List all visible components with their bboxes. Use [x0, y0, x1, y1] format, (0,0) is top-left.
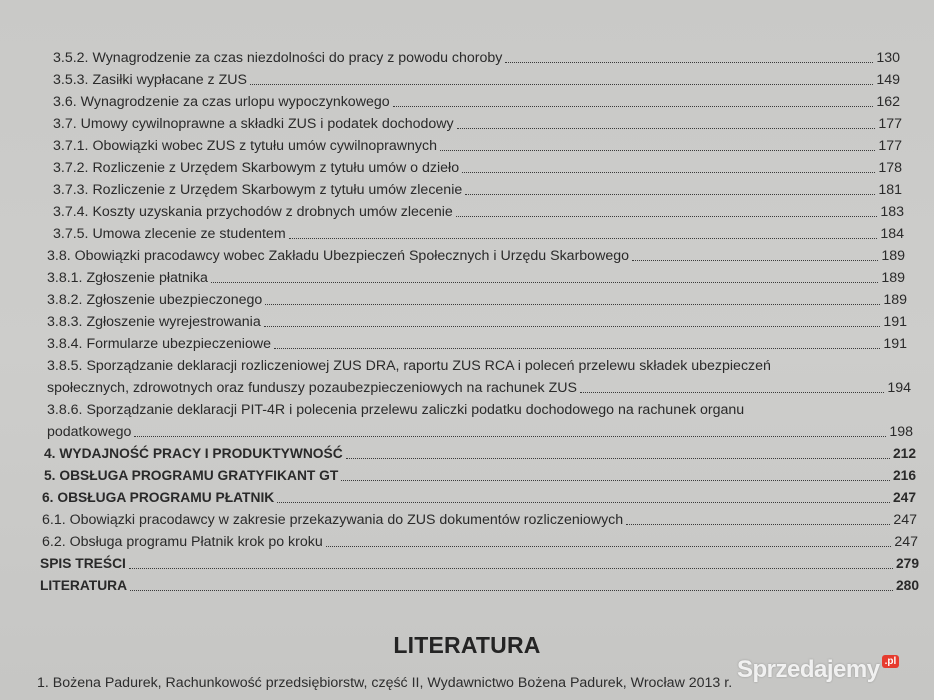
toc-entry-first-line: 3.8.5. Sporządzanie deklaracji rozliczeniowej ZUS DRA, raportu ZUS RCA i poleceń przelewu składek ubezpieczeń — [47, 358, 771, 374]
toc-entry — [42, 506, 917, 528]
toc-entry-label: 3.7. Umowy cywilnoprawne a składki ZUS i podatek dochodowy — [53, 116, 454, 132]
leader-dots — [341, 479, 890, 481]
toc-entry — [53, 44, 900, 66]
toc-entry-label: 3.7.5. Umowa zlecenie ze studentem — [53, 226, 286, 242]
toc-entry-first-line: 3.8.6. Sporządzanie deklaracji PIT-4R i polecenia przelewu zaliczki podatku dochodowego na rachunek organu — [47, 402, 745, 418]
toc-entry — [44, 440, 916, 462]
toc-entry — [47, 330, 907, 352]
toc-entry — [53, 176, 902, 198]
toc-entry — [53, 220, 904, 242]
leader-dots — [393, 105, 874, 107]
leader-dots — [134, 435, 886, 437]
toc-entry-label: SPIS TREŚCI — [40, 556, 126, 571]
toc-entry — [47, 374, 911, 396]
toc-entry — [47, 308, 907, 330]
toc-entry — [53, 110, 902, 132]
toc-entry — [40, 550, 919, 572]
toc-entry-page: 184 — [880, 226, 904, 242]
toc-entry — [42, 484, 916, 506]
toc-entry-page: 279 — [895, 556, 919, 571]
toc-entry — [53, 198, 904, 220]
leader-dots — [462, 171, 875, 173]
toc-entry-label: podatkowego — [47, 424, 132, 440]
toc-entry-page: 247 — [892, 490, 916, 505]
toc-entry-label: 3.8.3. Zgłoszenie wyrejestrowania — [47, 314, 261, 330]
toc-entry-page: 216 — [892, 468, 916, 483]
toc-entry-page: 177 — [878, 138, 902, 154]
toc-entry-label: 3.8.2. Zgłoszenie ubezpieczonego — [47, 292, 263, 308]
toc-entry-page: 247 — [893, 512, 917, 528]
toc-entry — [44, 462, 916, 484]
toc-entry-label: 3.5.3. Zasiłki wypłacane z ZUS — [53, 72, 247, 88]
leader-dots — [326, 545, 892, 547]
leader-dots — [277, 501, 890, 503]
toc-entry-label: 3.7.1. Obowiązki wobec ZUS z tytułu umów cywilnoprawnych — [53, 138, 438, 154]
toc-entry-label: 3.8.1. Zgłoszenie płatnika — [47, 270, 208, 286]
toc-entry — [53, 154, 902, 176]
toc-entry-page: 189 — [881, 270, 905, 286]
toc-entry-label: 3.8. Obowiązki pracodawcy wobec Zakładu Ubezpieczeń Społecznych i Urzędu Skarbowego — [47, 248, 629, 264]
toc-entry-page: 194 — [887, 380, 911, 396]
toc-entry-label: 3.8.4. Formularze ubezpieczeniowe — [47, 336, 271, 352]
leader-dots — [632, 259, 878, 261]
leader-dots — [456, 215, 878, 217]
toc-entry-label: 3.5.2. Wynagrodzenie za czas niezdolności do pracy z powodu choroby — [53, 50, 503, 66]
toc-entry-page: 280 — [895, 578, 919, 593]
toc-entry-page: 130 — [876, 50, 900, 66]
toc-entry-label: społecznych, zdrowotnych oraz funduszy pozaubezpieczeniowych na rachunek ZUS — [47, 380, 577, 396]
toc-entry-page: 247 — [894, 534, 918, 550]
leader-dots — [274, 347, 880, 349]
toc-entry-label: 6.1. Obowiązki pracodawcy w zakresie przekazywania do ZUS dokumentów rozliczeniowych — [42, 512, 624, 528]
toc-entry-page: 212 — [892, 446, 916, 461]
toc-entry-page: 149 — [876, 72, 900, 88]
toc-entry-label: 4. WYDAJNOŚĆ PRACY I PRODUKTYWNOŚĆ — [44, 446, 343, 461]
toc-entry-page: 183 — [880, 204, 904, 220]
leader-dots — [265, 303, 880, 305]
toc-entry-page: 189 — [883, 292, 907, 308]
leader-dots — [626, 523, 890, 525]
leader-dots — [129, 567, 893, 569]
toc-entry-label: 6. OBSŁUGA PROGRAMU PŁATNIK — [42, 490, 275, 505]
toc-entry — [47, 286, 907, 308]
toc-entry — [47, 264, 905, 286]
leader-dots — [580, 391, 884, 393]
toc-entry — [47, 242, 905, 264]
leader-dots — [465, 193, 875, 195]
toc-entry-page: 177 — [878, 116, 902, 132]
leader-dots — [457, 127, 876, 129]
toc-entry-label: 3.6. Wynagrodzenie za czas urlopu wypoczynkowego — [53, 94, 390, 110]
section-heading: LITERATURA — [393, 632, 541, 658]
toc-entry-page: 191 — [883, 336, 907, 352]
leader-dots — [289, 237, 878, 239]
toc-entry-label: 5. OBSŁUGA PROGRAMU GRATYFIKANT GT — [44, 468, 339, 483]
leader-dots — [346, 457, 890, 459]
bibliography-item: 1. Bożena Padurek, Rachunkowość przedsiębiorstw, część II, Wydawnictwo Bożena Padurek, Wrocław 2013 r. — [37, 675, 733, 691]
watermark-text: Sprzedajemy — [737, 656, 880, 683]
toc-entry — [40, 572, 919, 594]
toc-entry-page: 162 — [876, 94, 900, 110]
toc-entry — [53, 88, 900, 110]
leader-dots — [130, 589, 893, 591]
leader-dots — [505, 61, 873, 63]
bleed-through-text — [270, 8, 690, 24]
leader-dots — [264, 325, 881, 327]
toc-entry-label: LITERATURA — [40, 578, 128, 593]
leader-dots — [211, 281, 878, 283]
leader-dots — [250, 83, 873, 85]
watermark — [737, 650, 927, 690]
toc-entry-label: 3.7.4. Koszty uzyskania przychodów z drobnych umów zlecenie — [53, 204, 453, 220]
toc-entry-page: 191 — [883, 314, 907, 330]
toc-entry — [42, 528, 918, 550]
toc-entry — [53, 132, 902, 154]
toc-entry-label: 6.2. Obsługa programu Płatnik krok po kroku — [42, 534, 323, 550]
leader-dots — [440, 149, 875, 151]
toc-entry-label: 3.7.3. Rozliczenie z Urzędem Skarbowym z tytułu umów zlecenie — [53, 182, 463, 198]
toc-entry-page: 189 — [881, 248, 905, 264]
toc-entry-page: 181 — [878, 182, 902, 198]
toc-entry-page: 198 — [889, 424, 913, 440]
toc-entry-label: 3.7.2. Rozliczenie z Urzędem Skarbowym z tytułu umów o dzieło — [53, 160, 460, 176]
watermark-badge: .pl — [882, 655, 900, 668]
toc-entry — [53, 66, 900, 88]
toc-entry — [47, 418, 913, 440]
toc-entry-page: 178 — [878, 160, 902, 176]
